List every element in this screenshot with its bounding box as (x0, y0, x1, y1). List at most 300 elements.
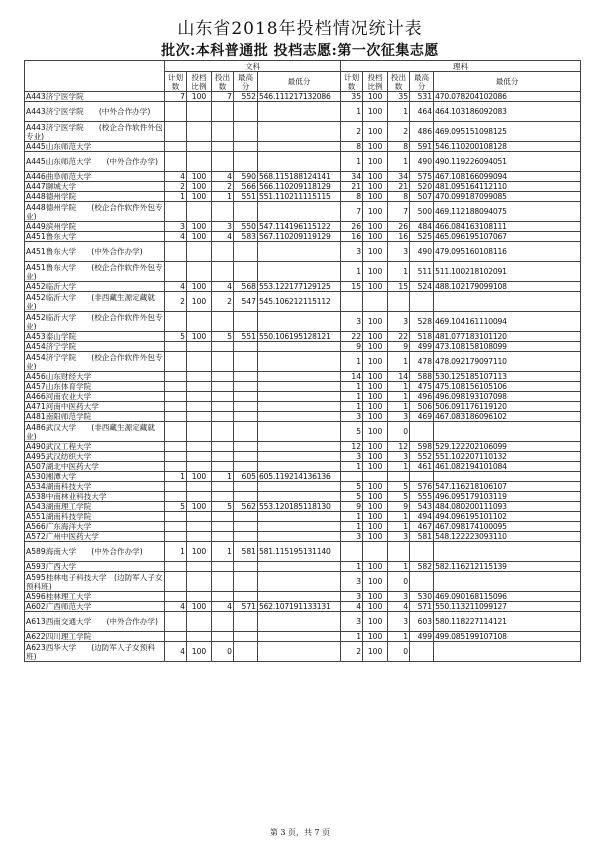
header-plan: 计划数 (165, 72, 187, 92)
wenke-min-cell (258, 262, 341, 282)
like-min-cell (434, 542, 581, 562)
like-admitted-cell (388, 472, 410, 482)
like-ratio-cell (363, 472, 388, 482)
like-max-cell: 520 (410, 182, 434, 192)
like-ratio-cell: 100 (363, 172, 388, 182)
table-row (25, 562, 581, 572)
table-row (25, 262, 581, 282)
like-ratio-cell: 100 (363, 642, 388, 662)
like-min-cell: 499.085199107108 (434, 632, 581, 642)
like-plan-cell: 9 (341, 342, 363, 352)
like-admitted-cell: 34 (388, 172, 410, 182)
wenke-max-cell (234, 442, 258, 452)
like-min-cell: 473.108158108099 (434, 342, 581, 352)
wenke-min-cell (258, 632, 341, 642)
wenke-plan-cell (165, 102, 187, 122)
like-ratio-cell: 100 (363, 532, 388, 542)
like-max-cell (410, 572, 434, 592)
wenke-ratio-cell (187, 382, 212, 392)
like-min-cell: 467.083186096102 (434, 412, 581, 422)
table-row (25, 542, 581, 562)
wenke-min-cell (258, 392, 341, 402)
table-row (25, 232, 581, 242)
school-name: A602广西师范大学 (25, 602, 165, 612)
like-admitted-cell: 1 (388, 352, 410, 372)
like-max-cell: 484 (410, 222, 434, 232)
like-min-cell: 496.098193107098 (434, 392, 581, 402)
table-row (25, 492, 581, 502)
wenke-plan-cell: 5 (165, 332, 187, 342)
like-admitted-cell: 16 (388, 232, 410, 242)
like-plan-cell: 1 (341, 352, 363, 372)
wenke-plan-cell (165, 242, 187, 262)
header-max: 最高分 (410, 72, 434, 92)
like-plan-cell: 26 (341, 222, 363, 232)
wenke-min-cell (258, 442, 341, 452)
wenke-admitted-cell (212, 592, 234, 602)
like-admitted-cell: 21 (388, 182, 410, 192)
wenke-min-cell (258, 612, 341, 632)
like-max-cell: 499 (410, 342, 434, 352)
like-min-cell: 580.118227114121 (434, 612, 581, 632)
like-ratio-cell: 100 (363, 242, 388, 262)
wenke-admitted-cell (212, 262, 234, 282)
wenke-max-cell (234, 512, 258, 522)
like-admitted-cell: 26 (388, 222, 410, 232)
like-plan-cell: 2 (341, 642, 363, 662)
like-ratio-cell: 100 (363, 412, 388, 422)
wenke-ratio-cell (187, 342, 212, 352)
like-plan-cell: 3 (341, 592, 363, 602)
like-admitted-cell: 9 (388, 342, 410, 352)
table-row (25, 122, 581, 142)
like-ratio-cell: 100 (363, 122, 388, 142)
wenke-ratio-cell: 100 (187, 232, 212, 242)
school-name: A445山东师范大学 (中外合作办学) (25, 152, 165, 172)
like-admitted-cell: 0 (388, 422, 410, 442)
like-ratio-cell: 100 (363, 522, 388, 532)
like-max-cell (410, 542, 434, 562)
school-name: A490武汉工程大学 (25, 442, 165, 452)
like-ratio-cell: 100 (363, 312, 388, 332)
wenke-plan-cell (165, 142, 187, 152)
wenke-min-cell (258, 642, 341, 662)
wenke-ratio-cell: 100 (187, 222, 212, 232)
like-plan-cell: 1 (341, 392, 363, 402)
wenke-ratio-cell (187, 372, 212, 382)
table-row (25, 192, 581, 202)
like-min-cell: 465.096195107067 (434, 232, 581, 242)
like-max-cell: 588 (410, 372, 434, 382)
wenke-admitted-cell: 1 (212, 472, 234, 482)
school-name: A457山东体育学院 (25, 382, 165, 392)
wenke-ratio-cell: 100 (187, 172, 212, 182)
wenke-min-cell (258, 462, 341, 472)
school-name: A481南阳师范学院 (25, 412, 165, 422)
wenke-admitted-cell (212, 142, 234, 152)
wenke-max-cell (234, 382, 258, 392)
wenke-ratio-cell: 100 (187, 192, 212, 202)
wenke-ratio-cell (187, 522, 212, 532)
table-row (25, 202, 581, 222)
like-ratio-cell: 100 (363, 452, 388, 462)
like-max-cell: 496 (410, 392, 434, 402)
wenke-min-cell: 545.106212115112 (258, 292, 341, 312)
like-min-cell (434, 572, 581, 592)
wenke-plan-cell (165, 522, 187, 532)
like-min-cell: 496.095179103119 (434, 492, 581, 502)
wenke-plan-cell (165, 442, 187, 452)
wenke-max-cell (234, 642, 258, 662)
wenke-min-cell: 562.107191133131 (258, 602, 341, 612)
school-name: A445山东师范大学 (25, 142, 165, 152)
like-ratio-cell: 100 (363, 392, 388, 402)
wenke-min-cell (258, 142, 341, 152)
wenke-max-cell (234, 342, 258, 352)
wenke-min-cell (258, 382, 341, 392)
like-min-cell: 488.102179099108 (434, 282, 581, 292)
wenke-admitted-cell: 2 (212, 292, 234, 312)
wenke-max-cell: 566 (234, 182, 258, 192)
wenke-min-cell: 547.114196115122 (258, 222, 341, 232)
wenke-max-cell: 550 (234, 222, 258, 232)
wenke-admitted-cell (212, 422, 234, 442)
like-max-cell: 576 (410, 482, 434, 492)
like-admitted-cell: 2 (388, 122, 410, 142)
like-plan-cell (341, 542, 363, 562)
like-plan-cell: 5 (341, 482, 363, 492)
wenke-admitted-cell: 1 (212, 192, 234, 202)
wenke-admitted-cell (212, 102, 234, 122)
wenke-ratio-cell: 100 (187, 602, 212, 612)
wenke-max-cell (234, 562, 258, 572)
wenke-admitted-cell: 2 (212, 182, 234, 192)
wenke-min-cell (258, 102, 341, 122)
like-plan-cell: 34 (341, 172, 363, 182)
like-max-cell: 469 (410, 412, 434, 422)
like-admitted-cell: 8 (388, 192, 410, 202)
wenke-admitted-cell (212, 352, 234, 372)
like-admitted-cell: 8 (388, 142, 410, 152)
wenke-max-cell: 552 (234, 92, 258, 102)
like-min-cell: 484.080200111093 (434, 502, 581, 512)
like-min-cell: 546.110200108128 (434, 142, 581, 152)
wenke-plan-cell (165, 392, 187, 402)
table-row (25, 642, 581, 662)
wenke-max-cell (234, 632, 258, 642)
wenke-max-cell (234, 572, 258, 592)
like-min-cell: 467.108166099094 (434, 172, 581, 182)
like-admitted-cell: 15 (388, 282, 410, 292)
wenke-admitted-cell (212, 522, 234, 532)
wenke-admitted-cell (212, 312, 234, 332)
school-name: A466河南农业大学 (25, 392, 165, 402)
wenke-plan-cell: 4 (165, 282, 187, 292)
wenke-min-cell (258, 152, 341, 172)
header-min: 最低分 (434, 72, 581, 92)
wenke-max-cell (234, 312, 258, 332)
like-max-cell (410, 292, 434, 312)
wenke-ratio-cell (187, 352, 212, 372)
wenke-max-cell: 581 (234, 542, 258, 562)
wenke-plan-cell (165, 632, 187, 642)
wenke-min-cell: 568.115188124141 (258, 172, 341, 182)
like-admitted-cell: 1 (388, 562, 410, 572)
like-admitted-cell: 1 (388, 522, 410, 532)
wenke-ratio-cell: 100 (187, 282, 212, 292)
wenke-admitted-cell (212, 122, 234, 142)
like-ratio-cell: 100 (363, 512, 388, 522)
like-max-cell: 582 (410, 562, 434, 572)
wenke-plan-cell: 7 (165, 92, 187, 102)
school-name: A622四川理工学院 (25, 632, 165, 642)
like-max-cell: 490 (410, 242, 434, 262)
wenke-max-cell (234, 372, 258, 382)
wenke-ratio-cell (187, 442, 212, 452)
wenke-ratio-cell: 100 (187, 92, 212, 102)
like-max-cell: 530 (410, 592, 434, 602)
wenke-admitted-cell (212, 202, 234, 222)
like-min-cell (434, 642, 581, 662)
like-min-cell: 479.095160108116 (434, 242, 581, 262)
school-name: A443济宁医学院 (25, 92, 165, 102)
header-ratio: 投档比例 (187, 72, 212, 92)
like-plan-cell: 3 (341, 452, 363, 462)
like-min-cell: 529.122202106099 (434, 442, 581, 452)
wenke-min-cell (258, 122, 341, 142)
like-admitted-cell: 0 (388, 572, 410, 592)
like-min-cell: 551.102207110132 (434, 452, 581, 462)
wenke-ratio-cell (187, 532, 212, 542)
header-like: 理科 (341, 61, 581, 72)
like-plan-cell: 14 (341, 372, 363, 382)
like-plan-cell: 5 (341, 492, 363, 502)
like-max-cell: 507 (410, 192, 434, 202)
wenke-plan-cell (165, 512, 187, 522)
wenke-admitted-cell (212, 532, 234, 542)
like-ratio-cell: 100 (363, 632, 388, 642)
wenke-max-cell (234, 122, 258, 142)
like-ratio-cell: 100 (363, 372, 388, 382)
like-max-cell: 591 (410, 142, 434, 152)
like-max-cell: 598 (410, 442, 434, 452)
like-plan-cell: 9 (341, 502, 363, 512)
wenke-plan-cell (165, 462, 187, 472)
wenke-max-cell: 605 (234, 472, 258, 482)
like-max-cell: 552 (410, 452, 434, 462)
like-plan-cell: 3 (341, 612, 363, 632)
like-admitted-cell: 1 (388, 262, 410, 282)
school-name: A543湖南理工学院 (25, 502, 165, 512)
like-admitted-cell: 3 (388, 592, 410, 602)
wenke-plan-cell: 4 (165, 172, 187, 182)
header-ratio: 投档比例 (363, 72, 388, 92)
wenke-ratio-cell: 100 (187, 182, 212, 192)
wenke-plan-cell (165, 262, 187, 282)
wenke-max-cell (234, 352, 258, 372)
wenke-admitted-cell (212, 572, 234, 592)
school-name: A443济宁医学院 (校企合作软件外包专业) (26, 122, 163, 141)
table-row (25, 462, 581, 472)
like-min-cell: 464.103186092083 (434, 102, 581, 122)
table-row (25, 632, 581, 642)
like-admitted-cell: 1 (388, 512, 410, 522)
wenke-plan-cell (165, 402, 187, 412)
wenke-min-cell (258, 572, 341, 592)
wenke-plan-cell (165, 532, 187, 542)
wenke-plan-cell (165, 422, 187, 442)
header-admitted: 投出数 (388, 72, 410, 92)
table-row (25, 402, 581, 412)
like-max-cell: 571 (410, 602, 434, 612)
like-max-cell (410, 642, 434, 662)
like-admitted-cell: 3 (388, 312, 410, 332)
table-row (25, 452, 581, 462)
wenke-ratio-cell (187, 492, 212, 502)
wenke-plan-cell (165, 152, 187, 172)
like-max-cell: 499 (410, 632, 434, 642)
like-ratio-cell: 100 (363, 152, 388, 172)
wenke-max-cell (234, 452, 258, 462)
like-min-cell: 469.104161110094 (434, 312, 581, 332)
school-name: A596桂林理工大学 (25, 592, 165, 602)
wenke-admitted-cell: 4 (212, 602, 234, 612)
school-name: A454济宁学院 (25, 342, 165, 352)
wenke-min-cell (258, 452, 341, 462)
table-row (25, 392, 581, 402)
table-row (25, 602, 581, 612)
wenke-admitted-cell (212, 342, 234, 352)
like-admitted-cell: 1 (388, 392, 410, 402)
wenke-plan-cell: 1 (165, 472, 187, 482)
wenke-min-cell: 567.110209119129 (258, 232, 341, 242)
like-max-cell: 603 (410, 612, 434, 632)
wenke-plan-cell: 4 (165, 602, 187, 612)
like-admitted-cell: 22 (388, 332, 410, 342)
wenke-max-cell: 583 (234, 232, 258, 242)
like-max-cell: 581 (410, 532, 434, 542)
wenke-max-cell (234, 392, 258, 402)
school-name: A448德州学院 (校企合作软件外包专业) (26, 202, 163, 221)
wenke-ratio-cell (187, 632, 212, 642)
wenke-plan-cell (165, 382, 187, 392)
like-ratio-cell: 100 (363, 402, 388, 412)
like-ratio-cell: 100 (363, 92, 388, 102)
table-row (25, 312, 581, 332)
wenke-ratio-cell: 100 (187, 472, 212, 482)
wenke-ratio-cell (187, 402, 212, 412)
wenke-plan-cell (165, 312, 187, 332)
wenke-admitted-cell (212, 152, 234, 172)
like-plan-cell: 22 (341, 332, 363, 342)
header-min: 最低分 (258, 72, 341, 92)
wenke-max-cell (234, 242, 258, 262)
like-ratio-cell (363, 542, 388, 562)
header-plan: 计划数 (341, 72, 363, 92)
like-plan-cell (341, 472, 363, 482)
wenke-min-cell (258, 202, 341, 222)
like-max-cell: 500 (410, 202, 434, 222)
like-plan-cell: 16 (341, 232, 363, 242)
like-max-cell: 525 (410, 232, 434, 242)
like-plan-cell: 2 (341, 122, 363, 142)
like-max-cell: 555 (410, 492, 434, 502)
wenke-admitted-cell (212, 492, 234, 502)
table-row (25, 382, 581, 392)
wenke-admitted-cell (212, 612, 234, 632)
like-plan-cell: 8 (341, 192, 363, 202)
table-row (25, 422, 581, 442)
wenke-min-cell: 546.111217132086 (258, 92, 341, 102)
wenke-admitted-cell (212, 512, 234, 522)
like-ratio-cell: 100 (363, 422, 388, 442)
header-group-row (25, 61, 581, 72)
wenke-max-cell: 551 (234, 192, 258, 202)
table-row (25, 92, 581, 102)
wenke-ratio-cell (187, 512, 212, 522)
wenke-max-cell: 571 (234, 602, 258, 612)
school-name: A551湖南科技学院 (25, 512, 165, 522)
like-min-cell: 547.116218106107 (434, 482, 581, 492)
table-row (25, 592, 581, 602)
wenke-min-cell (258, 482, 341, 492)
wenke-min-cell (258, 242, 341, 262)
table-row (25, 182, 581, 192)
like-admitted-cell: 1 (388, 462, 410, 472)
header-admitted: 投出数 (212, 72, 234, 92)
wenke-max-cell (234, 422, 258, 442)
wenke-max-cell (234, 592, 258, 602)
like-max-cell: 524 (410, 282, 434, 292)
wenke-plan-cell (165, 562, 187, 572)
wenke-min-cell: 551.110211115115 (258, 192, 341, 202)
like-plan-cell: 3 (341, 572, 363, 592)
like-admitted-cell: 4 (388, 602, 410, 612)
wenke-ratio-cell (187, 142, 212, 152)
wenke-plan-cell: 1 (165, 542, 187, 562)
wenke-max-cell: 568 (234, 282, 258, 292)
like-plan-cell: 1 (341, 402, 363, 412)
like-min-cell: 490.119226094051 (434, 152, 581, 172)
wenke-min-cell (258, 412, 341, 422)
like-plan-cell: 4 (341, 602, 363, 612)
like-max-cell: 467 (410, 522, 434, 532)
like-ratio-cell: 100 (363, 382, 388, 392)
like-max-cell: 506 (410, 402, 434, 412)
like-plan-cell: 3 (341, 242, 363, 262)
wenke-ratio-cell (187, 562, 212, 572)
wenke-plan-cell (165, 202, 187, 222)
header-school-blank (25, 61, 165, 92)
school-name: A538中南林业科技大学 (25, 492, 165, 502)
school-name: A446曲阜师范大学 (25, 172, 165, 182)
like-min-cell: 506.091176119120 (434, 402, 581, 412)
wenke-max-cell (234, 482, 258, 492)
wenke-ratio-cell (187, 612, 212, 632)
page-title: 山东省2018年投档情况统计表 (177, 19, 423, 39)
like-ratio-cell: 100 (363, 492, 388, 502)
wenke-plan-cell (165, 412, 187, 422)
school-name: A530湘潭大学 (25, 472, 165, 482)
like-plan-cell: 1 (341, 462, 363, 472)
like-min-cell: 582.116212115139 (434, 562, 581, 572)
wenke-plan-cell (165, 482, 187, 492)
like-min-cell: 548.122223093110 (434, 532, 581, 542)
like-ratio-cell: 100 (363, 232, 388, 242)
wenke-plan-cell: 2 (165, 292, 187, 312)
wenke-plan-cell: 5 (165, 502, 187, 512)
wenke-plan-cell (165, 342, 187, 352)
